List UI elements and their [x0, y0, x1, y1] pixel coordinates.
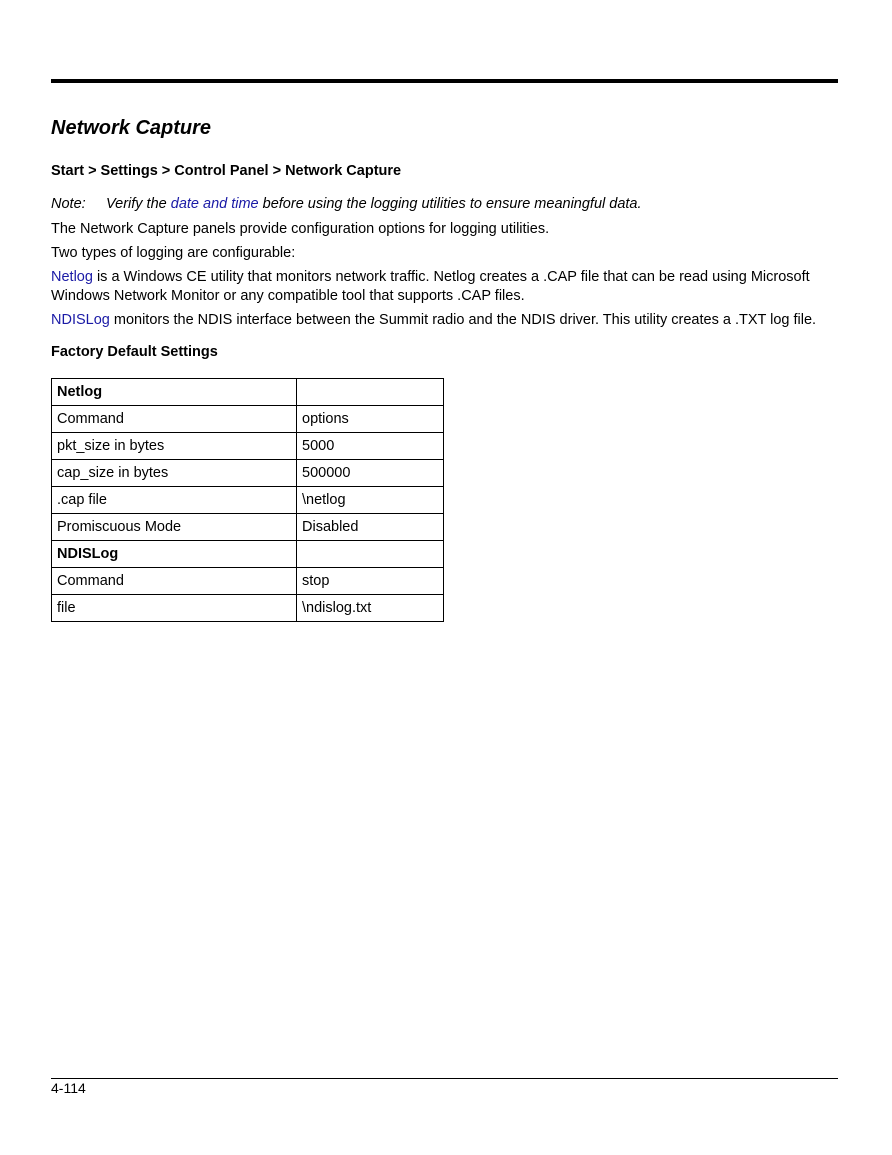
note	[51, 196, 642, 212]
table-row	[52, 541, 444, 568]
table-cell-setting: Command	[52, 406, 297, 433]
netlog-link[interactable]: Netlog	[51, 269, 93, 285]
factory-default-heading: Factory Default Settings	[51, 344, 218, 360]
page-title: Network Capture	[51, 117, 212, 139]
table-cell-value: 5000	[297, 433, 444, 460]
table-row	[52, 487, 444, 514]
note-text-after: before using the logging utilities to ensure meaningful data.	[258, 196, 642, 212]
table-row	[52, 568, 444, 595]
table-cell-setting: cap_size in bytes	[52, 460, 297, 487]
table-cell-value: stop	[297, 568, 444, 595]
ndislog-paragraph	[51, 311, 831, 330]
table-row	[52, 595, 444, 622]
intro-paragraph: The Network Capture panels provide configuration options for logging utilities.	[51, 221, 550, 237]
table-cell-value	[297, 541, 444, 568]
table-row	[52, 460, 444, 487]
table-row	[52, 433, 444, 460]
table-cell-setting: NDISLog	[52, 541, 297, 568]
factory-settings-table	[51, 378, 444, 622]
ndislog-description: monitors the NDIS interface between the Summit radio and the NDIS driver. This utility creates a .TXT log file.	[109, 312, 817, 328]
table-cell-value: \netlog	[297, 487, 444, 514]
table-row	[52, 514, 444, 541]
table-row	[52, 406, 444, 433]
table-cell-setting: pkt_size in bytes	[52, 433, 297, 460]
table-cell-value: 500000	[297, 460, 444, 487]
types-paragraph: Two types of logging are configurable:	[51, 245, 296, 261]
table-row	[52, 379, 444, 406]
table-cell-value: \ndislog.txt	[297, 595, 444, 622]
page-number: 4-114	[51, 1080, 86, 1096]
ndislog-link[interactable]: NDISLog	[51, 312, 110, 328]
note-text-before: Verify the	[106, 196, 171, 212]
note-label: Note:	[51, 196, 86, 212]
netlog-description: is a Windows CE utility that monitors network traffic. Netlog creates a .CAP file that can be read using Microsoft Windows Network Monitor or any compatible tool that supports .CAP files.	[51, 269, 810, 304]
bottom-rule	[51, 1078, 838, 1079]
table-cell-value	[297, 379, 444, 406]
table-cell-setting: Promiscuous Mode	[52, 514, 297, 541]
breadcrumb: Start > Settings > Control Panel > Network Capture	[51, 163, 402, 179]
table-cell-value: Disabled	[297, 514, 444, 541]
table-cell-setting: .cap file	[52, 487, 297, 514]
top-rule	[51, 79, 838, 83]
table-cell-setting: Command	[52, 568, 297, 595]
table-cell-setting: Netlog	[52, 379, 297, 406]
table-cell-setting: file	[52, 595, 297, 622]
date-and-time-link[interactable]: date and time	[170, 196, 259, 212]
table-cell-value: options	[297, 406, 444, 433]
netlog-paragraph	[51, 268, 831, 306]
